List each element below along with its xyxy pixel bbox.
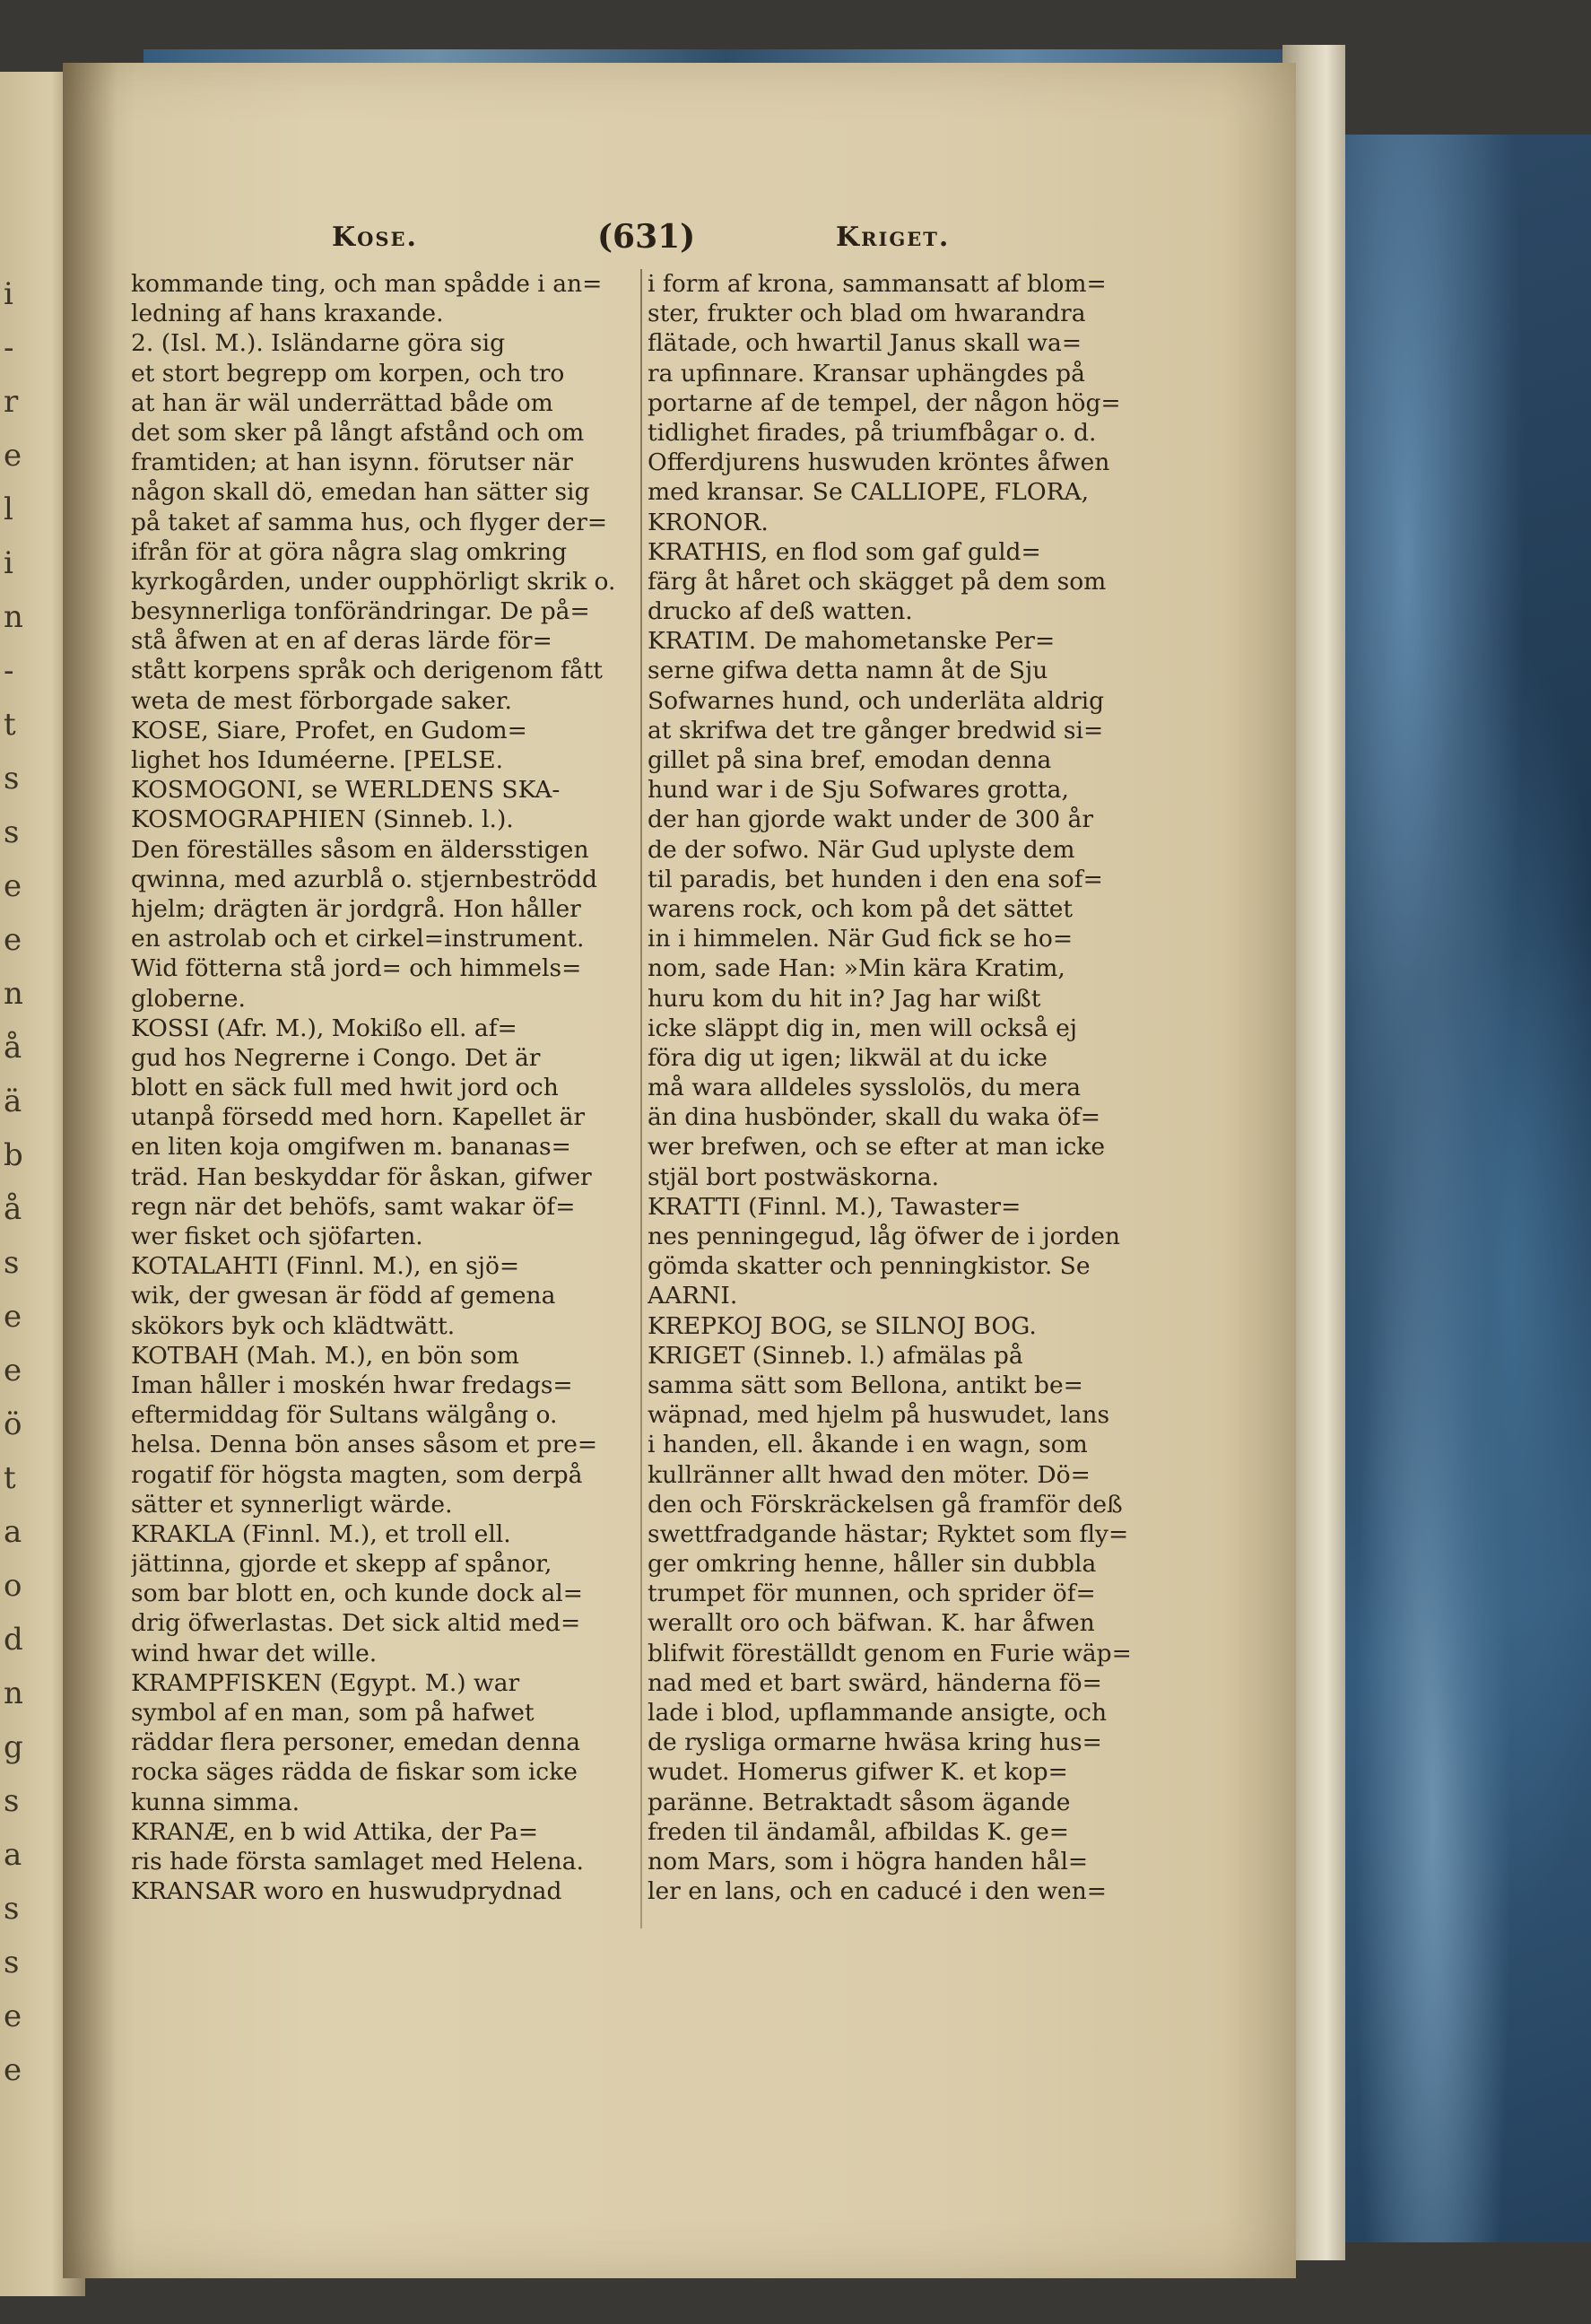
text-line: besynnerliga tonförändringar. De på= [131,597,590,626]
text-line: KRAMPFISKEN (Egypt. M.) war [131,1668,520,1697]
text-line: flätade, och hwartil Janus skall wa= [648,329,1082,358]
text-line: regn när det behöfs, samt wakar öf= [131,1192,576,1221]
page-number: (631) [597,218,696,256]
text-line: en astrolab och et cirkel=instrument. [131,925,585,953]
text-line: ris hade första samlaget med Helena. [131,1847,584,1876]
margin-glyph: - [4,330,14,366]
text-line: warens rock, och kom på det sättet [648,894,1074,923]
text-line: wer brefwen, och se efter at man icke [648,1133,1106,1162]
margin-glyph: t [4,707,16,743]
text-line: de rysliga ormarne hwäsa kring hus= [648,1728,1102,1757]
text-line: 2. (Isl. M.). Isländarne göra sig [131,329,506,358]
text-line: KRANÆ, en b wid Attika, der Pa= [131,1817,539,1846]
margin-glyph: g [4,1729,23,1765]
text-line: KRONOR. [648,508,769,536]
text-line: blott en säck full med hwit jord och [131,1074,559,1102]
text-line: sätter et synnerligt wärde. [131,1490,453,1519]
text-line: globerne. [131,984,246,1013]
text-line: wäpnad, med hjelm på huswudet, lans [648,1401,1110,1430]
header-last-entry: Kriget. [836,222,951,253]
text-line: utanpå försedd med horn. Kapellet är [131,1103,586,1132]
margin-glyph: s [4,1783,20,1819]
text-line: nes penningegud, låg öfwer de i jorden [648,1223,1120,1250]
text-line: Sofwarnes hund, och underläta aldrig [648,686,1105,715]
text-line: wik, der gwesan är född af gemena [131,1282,556,1310]
column-rule [640,269,642,1928]
text-line: gömda skatter och penningkistor. Se [648,1252,1091,1281]
text-line: samma sätt som Bellona, antikt be= [648,1371,1083,1399]
margin-glyph: e [4,1353,22,1388]
text-line: AARNI. [648,1282,738,1310]
text-line: hjelm; drägten är jordgrå. Hon håller [131,894,581,923]
margin-glyph: n [4,976,23,1012]
text-line: serne gifwa detta namn åt de Sju [648,657,1048,685]
text-line: KOSMOGRAPHIEN (Sinneb. l.). [131,805,514,834]
text-line: til paradis, bet hunden i den ena sof= [648,865,1103,893]
text-line: tidlighet firades, på triumfbågar o. d. [648,418,1097,447]
margin-glyph: ö [4,1406,22,1442]
text-line: weta de mest förborgade saker. [131,686,512,715]
text-line: qwinna, med azurblå o. stjernbeströdd [131,865,597,893]
text-line: KOSE, Siare, Profet, en Gudom= [131,716,527,744]
margin-glyph: å [4,1191,22,1227]
text-line: skökors byk och klädtwätt. [131,1311,456,1340]
text-line: KRATIM. De mahometanske Per= [648,627,1056,656]
text-line: freden til ändamål, afbildas K. ge= [648,1817,1069,1846]
header-first-entry: Kose. [332,222,418,253]
running-header [332,218,1274,266]
text-line: rocka säges rädda de fiskar som icke [131,1758,578,1787]
margin-glyph: a [4,1514,22,1550]
text-line: KRATTI (Finnl. M.), Tawaster= [648,1192,1022,1221]
text-line: KRATHIS, en flod som gaf guld= [648,537,1041,566]
text-line: wind hwar det wille. [131,1639,378,1667]
margin-glyph: s [4,761,20,796]
text-line: blifwit föreställdt genom en Furie wäp= [648,1639,1132,1667]
margin-glyph: e [4,922,22,958]
text-line: må wara alldeles sysslolös, du mera [648,1074,1082,1102]
text-line: Offerdjurens huswuden kröntes åfwen [648,448,1110,477]
text-line: at skrifwa det tre gånger bredwid si= [648,716,1104,744]
margin-glyph: n [4,1676,23,1711]
text-line: drig öfwerlastas. Det sick altid med= [131,1609,581,1638]
text-line: wer fisket och sjöfarten. [131,1223,423,1250]
text-line: kunna simma. [131,1788,300,1816]
text-line: stått korpens språk och derigenom fått [131,657,603,685]
text-line: symbol af en man, som på hafwet [131,1699,535,1727]
margin-glyph: s [4,814,20,850]
text-line: de der sofwo. När Gud uplyste dem [648,835,1075,864]
text-line: at han är wäl underrättad både om [131,388,553,417]
text-line: än dina husbönder, skall du waka öf= [648,1103,1101,1132]
text-line: lighet hos Iduméerne. [PELSE. [131,746,504,774]
margin-glyph: i [4,276,13,312]
margin-glyph: d [4,1622,23,1658]
margin-glyph: å [4,1030,22,1066]
text-line: KOSSI (Afr. M.), Mokißo ell. af= [131,1014,517,1042]
margin-glyph: b [4,1137,23,1173]
text-line: rogatif för högsta magten, som derpå [131,1460,583,1489]
margin-glyph: e [4,2052,22,2088]
gutter-shadow [63,63,117,2278]
text-line: Wid fötterna stå jord= och himmels= [131,954,582,983]
text-line: huru kom du hit in? Jag har wißt [648,984,1041,1013]
margin-glyph: e [4,1998,22,2034]
text-line: räddar flera personer, emedan denna [131,1728,581,1757]
margin-glyph: s [4,1891,20,1927]
margin-glyph: n [4,599,23,635]
text-line: KRAKLA (Finnl. M.), et troll ell. [131,1519,511,1548]
margin-glyph: l [4,492,13,527]
text-line: hund war i de Sju Sofwares grotta, [648,776,1069,805]
text-line: KREPKOJ BOG, se SILNOJ BOG. [648,1311,1037,1340]
text-line: som bar blott en, och kunde dock al= [131,1580,583,1608]
text-line: någon skall dö, emedan han sätter sig [131,478,590,507]
text-line: Iman håller i moskén hwar fredags= [131,1371,573,1399]
text-line: nom, sade Han: »Min kära Kratim, [648,954,1065,983]
text-line: portarne af de tempel, der någon hög= [648,388,1121,417]
margin-glyph: e [4,438,22,474]
text-line: et stort begrepp om korpen, och tro [131,359,565,387]
text-line: ler en lans, och en caducé i den wen= [648,1877,1107,1906]
text-line: drucko af deß watten. [648,597,913,626]
text-line: trumpet för munnen, och sprider öf= [648,1580,1096,1608]
text-line: färg åt håret och skägget på dem som [648,567,1107,596]
text-line: kullränner allt hwad den möter. Dö= [648,1460,1091,1489]
text-line: werallt oro och bäfwan. K. har åfwen [648,1609,1095,1638]
margin-glyph: s [4,1945,20,1980]
text-line: det som sker på långt afstånd och om [131,418,585,447]
text-line: der han gjorde wakt under de 300 år [648,805,1093,834]
margin-glyph: s [4,1245,20,1281]
text-line: icke släppt dig in, men will också ej [648,1014,1077,1042]
text-line: helsa. Denna bön anses såsom et pre= [131,1431,598,1459]
right-text-column [648,269,1159,1928]
text-line: kyrkogården, under oupphörligt skrik o. [131,567,616,596]
text-line: jättinna, gjorde et skepp af spånor, [131,1550,552,1579]
text-line: KOTBAH (Mah. M.), en bön som [131,1341,519,1370]
margin-glyph: e [4,868,22,904]
left-text-column [131,269,638,1928]
margin-glyph: i [4,545,13,581]
marbled-cover-board [1327,135,1591,2242]
text-line: nom Mars, som i högra handen hål= [648,1847,1089,1876]
text-line: gillet på sina bref, emodan denna [648,746,1052,774]
text-line: i form af krona, sammansatt af blom= [648,270,1107,298]
text-line: ledning af hans kraxande. [131,300,444,328]
text-line: stå åfwen at en af deras lärde för= [131,627,552,656]
text-line: föra dig ut igen; likwäl at du icke [648,1043,1048,1072]
text-line: KRIGET (Sinneb. l.) afmälas på [648,1341,1023,1370]
text-line: KRANSAR woro en huswudprydnad [131,1877,562,1906]
text-line: den och Förskräckelsen gå framför deß [648,1490,1123,1519]
margin-glyph: e [4,1299,22,1335]
text-line: lade i blod, upflammande ansigte, och [648,1699,1108,1727]
text-line: en liten koja omgifwen m. bananas= [131,1133,571,1162]
text-line: framtiden; at han isynn. förutser när [131,448,573,477]
margin-glyph: t [4,1460,16,1496]
text-line: kommande ting, och man spådde i an= [131,270,603,298]
text-line: gud hos Negrerne i Congo. Det är [131,1043,541,1072]
text-line: ra upfinnare. Kransar uphängdes på [648,359,1085,387]
text-line: eftermiddag för Sultans wälgång o. [131,1401,558,1430]
text-line: KOSMOGONI, se WERLDENS SKA- [131,776,561,805]
facing-page-text-fragments [4,72,30,2296]
text-line: ifrån för at göra några slag omkring [131,537,568,566]
text-line: ger omkring henne, håller sin dubbla [648,1550,1097,1579]
text-line: träd. Han beskyddar för åskan, gifwer [131,1162,592,1191]
text-line: stjäl bort postwäskorna. [648,1162,940,1191]
text-line: ster, frukter och blad om hwarandra [648,300,1086,328]
text-line: nad med et bart swärd, händerna fö= [648,1668,1102,1697]
margin-glyph: o [4,1568,22,1604]
text-line: Den föreställes såsom en äldersstigen [131,835,589,864]
text-line: swettfradgande hästar; Ryktet som fly= [648,1519,1129,1548]
margin-glyph: r [4,384,19,420]
text-line: paränne. Betraktadt såsom ägande [648,1788,1071,1816]
text-line: på taket af samma hus, och flyger der= [131,508,608,536]
text-line: med kransar. Se CALLIOPE, FLORA, [648,478,1090,507]
text-line: in i himmelen. När Gud fick se ho= [648,925,1074,953]
text-line: wudet. Homerus gifwer K. et kop= [648,1758,1068,1787]
margin-glyph: a [4,1837,22,1873]
text-line: KOTALAHTI (Finnl. M.), en sjö= [131,1252,520,1281]
margin-glyph: - [4,653,14,689]
text-line: i handen, ell. åkande i en wagn, som [648,1431,1088,1459]
margin-glyph: ä [4,1084,22,1119]
